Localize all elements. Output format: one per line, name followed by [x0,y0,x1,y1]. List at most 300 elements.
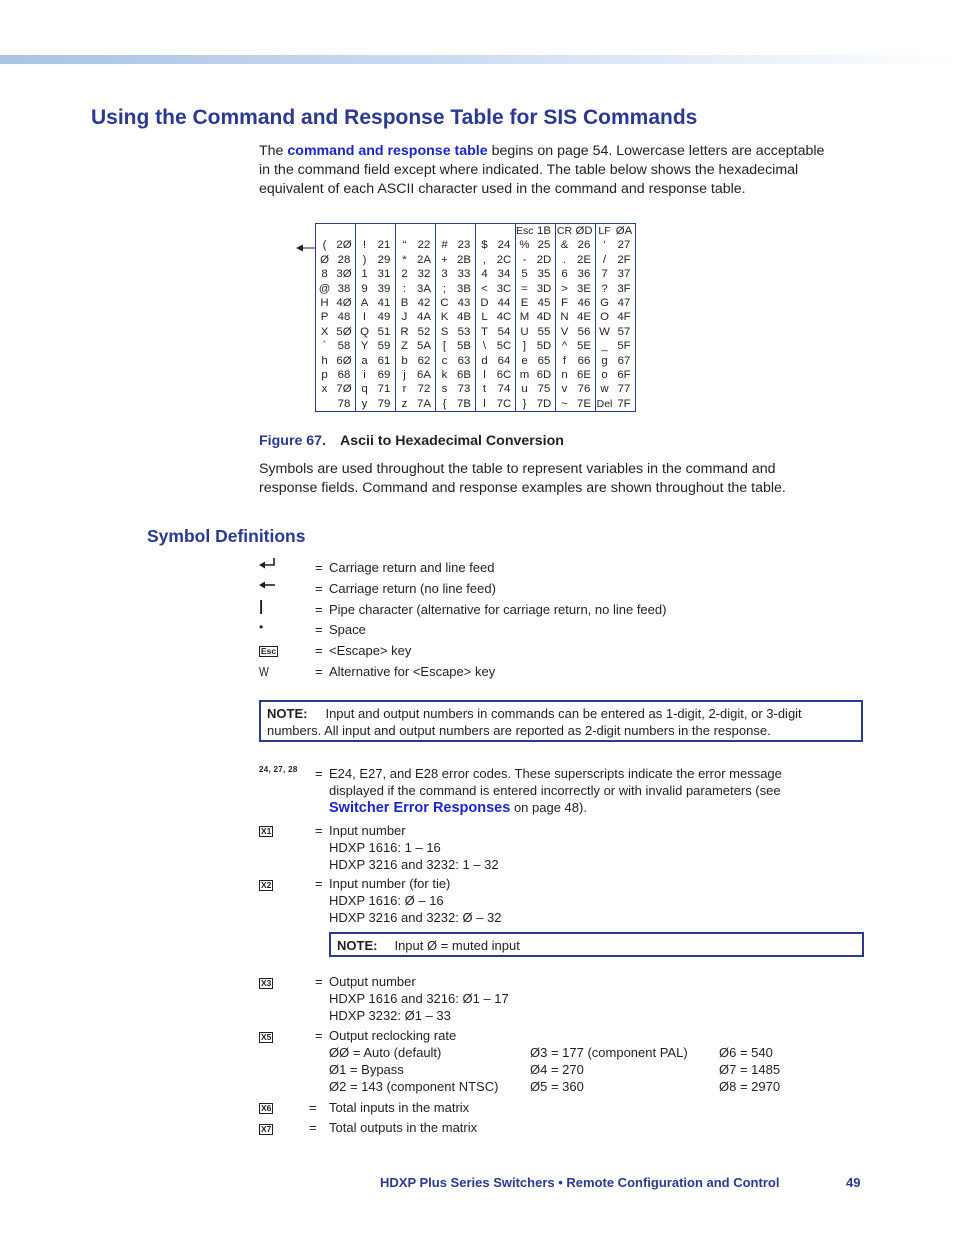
ascii-hex: 65 [537,354,551,367]
error-sep: , [352,766,360,781]
intro-text-pre: The [259,143,288,159]
ascii-blank [453,224,475,238]
equals-sign: = [315,622,323,637]
equals-sign: = [315,974,323,989]
ascii-hex: 5B [457,340,471,353]
rate-code: Ø2 [329,1079,347,1094]
ascii-hex: 7Ø [336,383,352,396]
ascii-char: L [481,311,488,324]
ascii-char: t [482,383,487,396]
ascii-hex: 69 [377,369,391,382]
ascii-blank [373,224,395,238]
ascii-char: ! [362,239,367,252]
ascii-char: q [361,383,368,396]
ascii-group-3 [396,224,436,412]
command-response-table-link[interactable]: command and response table [287,143,488,159]
ascii-hex: 7B [457,397,471,410]
ascii-char: y [361,397,368,410]
ascii-char: s [441,383,448,396]
ascii-group-8 [596,224,636,412]
ascii-char: Del [596,397,613,410]
ascii-hex: 2Ø [336,239,352,252]
ascii-hex: 3Ø [336,268,352,281]
note-box-muted [329,932,864,957]
ascii-char: Y [360,340,369,353]
ascii-hex: 72 [417,383,431,396]
definition-space: Space [329,622,366,637]
ascii-char: 4 [481,268,488,281]
ascii-hex: 56 [577,325,591,338]
ascii-hex: 4B [457,311,471,324]
x3-line1-value: Ø1 – 17 [462,991,509,1006]
definition-cr: Carriage return (no line feed) [329,581,496,596]
symbols-paragraph: Symbols are used throughout the table to represent variables in the command and response fields. Command and response examples are shown throughout the table. [259,461,786,496]
x7-key-icon: X7 [261,1124,272,1134]
equals-sign: = [309,1100,317,1115]
ascii-hex: 5Ø [336,325,352,338]
carriage-return-line-feed-icon [259,558,276,570]
ascii-char: X [320,325,329,338]
ascii-char: 9 [361,282,368,295]
ascii-blank [333,224,355,238]
ascii-char: T [481,325,488,338]
section-title: Symbol Definitions [147,526,306,546]
equals-sign: = [315,823,323,838]
ascii-hex: 1B [537,225,551,237]
equals-sign: = [315,602,323,617]
ascii-hex: 2E [577,253,591,266]
figure-number: Figure 67. [259,433,327,449]
ascii-char: _ [601,340,608,353]
ascii-char: 7 [601,268,608,281]
rate-code: Ø7 [719,1062,737,1077]
ascii-char: n [561,369,568,382]
ascii-char: ~ [561,397,568,410]
arrow-left-icon [296,243,316,253]
x5-title: Output reclocking rate [329,1028,457,1043]
ascii-hex: 32 [417,268,431,281]
ascii-group-2 [356,224,396,412]
ascii-hex: 6C [496,369,512,382]
carriage-return-icon [259,580,276,590]
ascii-char: Esc [516,225,534,237]
ascii-char: H [320,297,329,310]
ascii-char: l [483,397,486,410]
error-codes-definition [329,765,819,818]
error-code-e27: E27 [359,766,383,781]
x5-key-icon: X5 [261,1032,272,1042]
ascii-char: ) [362,253,367,266]
ascii-char: F [561,297,568,310]
x3-definition [329,973,509,1024]
ascii-group-4 [436,224,476,412]
equals-sign: = [315,766,323,781]
equals-sign: = [315,581,323,596]
x2-definition [329,875,502,926]
ascii-char: @ [318,282,331,295]
ascii-char: / [602,253,607,266]
ascii-hex: 29 [377,253,391,266]
ascii-char: N [560,311,569,324]
equals-sign: = [315,664,323,679]
rate-desc: = 540 [736,1045,773,1060]
ascii-char: [ [442,340,447,353]
x2-line1-value: Ø – 16 [404,893,444,908]
rate-desc: = 1485 [736,1062,781,1077]
note-text: Input [394,938,427,953]
ascii-hex-table [315,223,636,412]
ascii-blank [436,224,453,238]
ascii-group-1 [316,224,356,412]
x3-line1-label: HDXP 1616 and 3216: [329,991,463,1006]
ascii-hex: 34 [497,268,511,281]
ascii-char: U [520,325,529,338]
ascii-char: c [441,354,448,367]
rate-desc: = 143 (component NTSC) [346,1079,499,1094]
error-codes-text: error codes. These superscripts indicate the error message displayed if the command is entered incorrectly or with invalid parameters (see [329,766,782,798]
ascii-hex: 6Ø [336,354,352,367]
ascii-hex: 35 [537,268,551,281]
ascii-char: u [521,383,528,396]
ascii-char: & [560,239,569,252]
ascii-char: = [521,282,528,295]
rate-code: Ø5 [530,1079,548,1094]
space-dot-icon: • [259,620,264,634]
ascii-hex: 5C [496,340,512,353]
ascii-char: o [601,369,608,382]
error-sep: , and [382,766,416,781]
ascii-hex: 4A [417,311,431,324]
ascii-char: D [480,297,489,310]
ascii-blank [396,224,413,238]
ascii-char: B [400,297,409,310]
x3-title: Output number [329,974,416,989]
ascii-char: “ [402,239,407,252]
ascii-hex: 55 [537,325,551,338]
ascii-group-6 [516,224,556,412]
x6-key-icon: X6 [261,1103,272,1113]
ascii-blank [413,224,435,238]
equals-sign: = [315,560,323,575]
rate-code: Ø1 [329,1062,347,1077]
ascii-char: V [560,325,569,338]
ascii-hex: 47 [617,297,631,310]
x1-title: Input number [329,823,406,838]
ascii-char: + [441,253,448,266]
ascii-hex: 25 [537,239,551,252]
ascii-char: LF [598,225,611,237]
ascii-hex: 4D [536,311,552,324]
ascii-hex: 7C [496,397,512,410]
ascii-hex: 61 [377,354,391,367]
ascii-hex: 7F [617,397,631,410]
ascii-char: % [519,239,530,252]
ascii-hex: 76 [577,383,591,396]
error-code-e28: E28 [415,766,439,781]
ascii-hex: 44 [497,297,511,310]
x1-line2-value: 1 – 32 [462,857,499,872]
ascii-hex: 36 [577,268,591,281]
rate-code: Ø3 [530,1045,548,1060]
ascii-char: f [562,354,567,367]
ascii-hex: ØD [575,225,593,237]
ascii-char: A [360,297,369,310]
x2-title: Input number (for tie) [329,876,451,891]
ascii-hex: 78 [337,397,351,410]
ascii-char: } [522,397,527,410]
ascii-hex: 3A [417,282,431,295]
link-suffix: on page 48). [510,800,587,815]
ascii-hex: 48 [337,311,351,324]
ascii-char: M [519,311,530,324]
equals-sign: = [315,876,323,891]
ascii-char: g [601,354,608,367]
ascii-hex: 3F [617,282,631,295]
ascii-hex: 5E [577,340,591,353]
ascii-group-7 [556,224,596,412]
ascii-group-5 [476,224,516,412]
ascii-char: 3 [441,268,448,281]
ascii-char: G [600,297,609,310]
ascii-char: z [401,397,408,410]
x2-key-icon: X2 [261,880,272,890]
x2-line2-label: HDXP 3216 and 3232: [329,910,463,925]
ascii-hex: 24 [497,239,511,252]
ascii-char: ^ [561,340,568,353]
ascii-char: Q [360,325,369,338]
ascii-hex: 6E [577,369,591,382]
ascii-hex: 2A [417,253,431,266]
page-title: Using the Command and Response Table for SIS Commands [91,106,698,129]
ascii-hex: 2B [457,253,471,266]
escape-key-icon: Esc [261,646,277,656]
ascii-char: K [440,311,449,324]
ascii-hex: 6F [617,369,631,382]
ascii-char: e [521,354,528,367]
ascii-char: P [320,311,329,324]
ascii-char: - [522,253,527,266]
ascii-char: E [520,297,529,310]
x7-definition: Total outputs in the matrix [329,1120,478,1135]
ascii-char: m [519,369,530,382]
x2-line2-value: Ø – 32 [462,910,502,925]
ascii-hex: 33 [457,268,471,281]
ascii-hex: 22 [417,239,431,252]
ascii-hex: 6B [457,369,471,382]
x1-line1-label: HDXP 1616: [329,840,405,855]
equals-sign: = [309,1120,317,1135]
note-text: Input and output numbers in commands can be entered as 1-digit, 2-digit, or 3-digit numbers. All input and output numbers are reported as 2-digit numbers in the response. [267,706,802,738]
ascii-hex: 4C [496,311,512,324]
ascii-char: r [402,383,407,396]
ascii-char: i [363,369,366,382]
ascii-hex: 77 [617,383,631,396]
ascii-hex: 7A [417,397,431,410]
x1-key-icon: X1 [261,826,272,836]
ascii-char: Ø [320,253,329,266]
note-label: NOTE: [337,938,378,953]
ascii-char: R [400,325,409,338]
ascii-hex: 28 [337,253,351,266]
x6-definition: Total inputs in the matrix [329,1100,470,1115]
ascii-char: p [321,369,328,382]
ascii-hex: 3B [457,282,471,295]
ascii-hex: 5F [617,340,631,353]
rate-desc: = 360 [547,1079,584,1094]
ascii-char: ( [322,239,327,252]
ascii-hex: 5D [536,340,552,353]
ascii-char: ` [322,340,327,353]
ascii-hex: 49 [377,311,391,324]
rate-desc: = 2970 [736,1079,781,1094]
ascii-char: , [482,253,487,266]
switcher-error-responses-link[interactable]: Switcher Error Responses [329,800,511,816]
ascii-char: ‘ [603,239,606,252]
ascii-hex: 63 [457,354,471,367]
ascii-hex: 3C [496,282,512,295]
intro-paragraph [259,142,831,199]
ascii-hex: 45 [537,297,551,310]
ascii-hex: 53 [457,325,471,338]
ascii-char: > [561,282,568,295]
x3-line2-label: HDXP 3232: [329,1008,405,1023]
ascii-hex: 64 [497,354,511,367]
figure-caption [259,433,564,449]
ascii-blank [316,224,333,238]
rate-desc: = Auto (default) [349,1045,442,1060]
ascii-hex: 26 [577,239,591,252]
note-zero: Ø [426,938,438,953]
ascii-hex: 67 [617,354,631,367]
ascii-char: W [599,325,610,338]
ascii-char: d [481,354,488,367]
ascii-hex: 57 [617,325,631,338]
ascii-char: 8 [321,268,328,281]
ascii-hex: 46 [577,297,591,310]
ascii-hex: 5A [417,340,431,353]
definition-escape: <Escape> key [329,643,412,658]
ascii-hex: 43 [457,297,471,310]
ascii-hex: 21 [377,239,391,252]
ascii-char: Z [401,340,408,353]
ascii-char: CR [556,225,573,237]
ascii-char: # [441,239,448,252]
ascii-hex: 23 [457,239,471,252]
ascii-char: v [561,383,568,396]
ascii-char: x [321,383,328,396]
ascii-char: l [483,369,486,382]
ascii-hex: 6D [536,369,552,382]
ascii-hex: 79 [377,397,391,410]
ascii-char: J [401,311,408,324]
ascii-char: j [403,369,406,382]
definition-w: Alternative for <Escape> key [329,664,496,679]
pipe-icon: | [259,598,264,615]
ascii-char: \ [482,340,487,353]
x5-rates-col3 [719,1044,780,1095]
ascii-hex: 59 [377,340,391,353]
ascii-hex: 52 [417,325,431,338]
ascii-hex: 37 [617,268,631,281]
equals-sign: = [315,1028,323,1043]
ascii-char: S [440,325,449,338]
note-label: NOTE: [267,706,308,721]
definition-crlf: Carriage return and line feed [329,560,495,575]
ascii-hex: 58 [337,340,351,353]
ascii-char: 2 [401,268,408,281]
x1-definition [329,822,499,873]
x5-rates-col2 [530,1044,688,1095]
ascii-hex: 2F [617,253,631,266]
x2-line1-label: HDXP 1616: [329,893,405,908]
ascii-hex: 4F [617,311,631,324]
ascii-char: a [361,354,368,367]
ascii-char: I [362,311,367,324]
ascii-char: h [321,354,328,367]
ascii-hex: 62 [417,354,431,367]
ascii-hex: 4Ø [336,297,352,310]
ascii-hex: 3D [536,282,552,295]
ascii-hex: 41 [377,297,391,310]
ascii-char: { [442,397,447,410]
note-text-post: = muted input [437,938,520,953]
x5-rates-col1 [329,1044,498,1095]
ascii-char: w [600,383,609,396]
intro-text-post: begins on page 54. Lowercase letters are acceptable in the command field except where indicated. The table below shows the hexadecimal equivalent of each ASCII character used in the command and response table. [259,143,825,197]
ascii-char: O [600,311,609,324]
ascii-hex: ØA [615,225,633,237]
ascii-hex: 38 [337,282,351,295]
ascii-hex: 3E [577,282,591,295]
ascii-char: ? [601,282,608,295]
ascii-hex: 68 [337,369,351,382]
ascii-char: 6 [561,268,568,281]
page-number: 49 [846,1175,861,1190]
ascii-hex: 27 [617,239,631,252]
ascii-char: . [562,253,567,266]
ascii-hex: 39 [377,282,391,295]
x3-line2-value: Ø1 – 33 [404,1008,451,1023]
rate-code: Ø4 [530,1062,548,1077]
ascii-hex: 7D [536,397,552,410]
ascii-char: $ [481,239,488,252]
ascii-blank [493,224,515,238]
ascii-char: * [402,253,407,266]
ascii-hex: 51 [377,325,391,338]
ascii-hex: 2C [496,253,512,266]
ascii-char: b [401,354,408,367]
error-code-e24: E24 [329,766,353,781]
figure-caption-text: Ascii to Hexadecimal Conversion [340,433,564,449]
ascii-hex: 31 [377,268,391,281]
error-superscript-label: 24, 27, 28 [259,765,298,774]
ascii-char: ] [522,340,527,353]
rate-code: ØØ [329,1045,350,1060]
ascii-char: < [481,282,488,295]
ascii-hex: 6A [417,369,431,382]
ascii-hex: 66 [577,354,591,367]
equals-sign: = [315,643,323,658]
ascii-hex: 75 [537,383,551,396]
x1-line1-value: 1 – 16 [404,840,441,855]
rate-code: Ø6 [719,1045,737,1060]
ascii-hex: 74 [497,383,511,396]
ascii-char: ; [442,282,447,295]
ascii-hex: 2D [536,253,552,266]
header-gradient-bar [0,55,954,64]
ascii-char: : [402,282,407,295]
ascii-char: 5 [521,268,528,281]
